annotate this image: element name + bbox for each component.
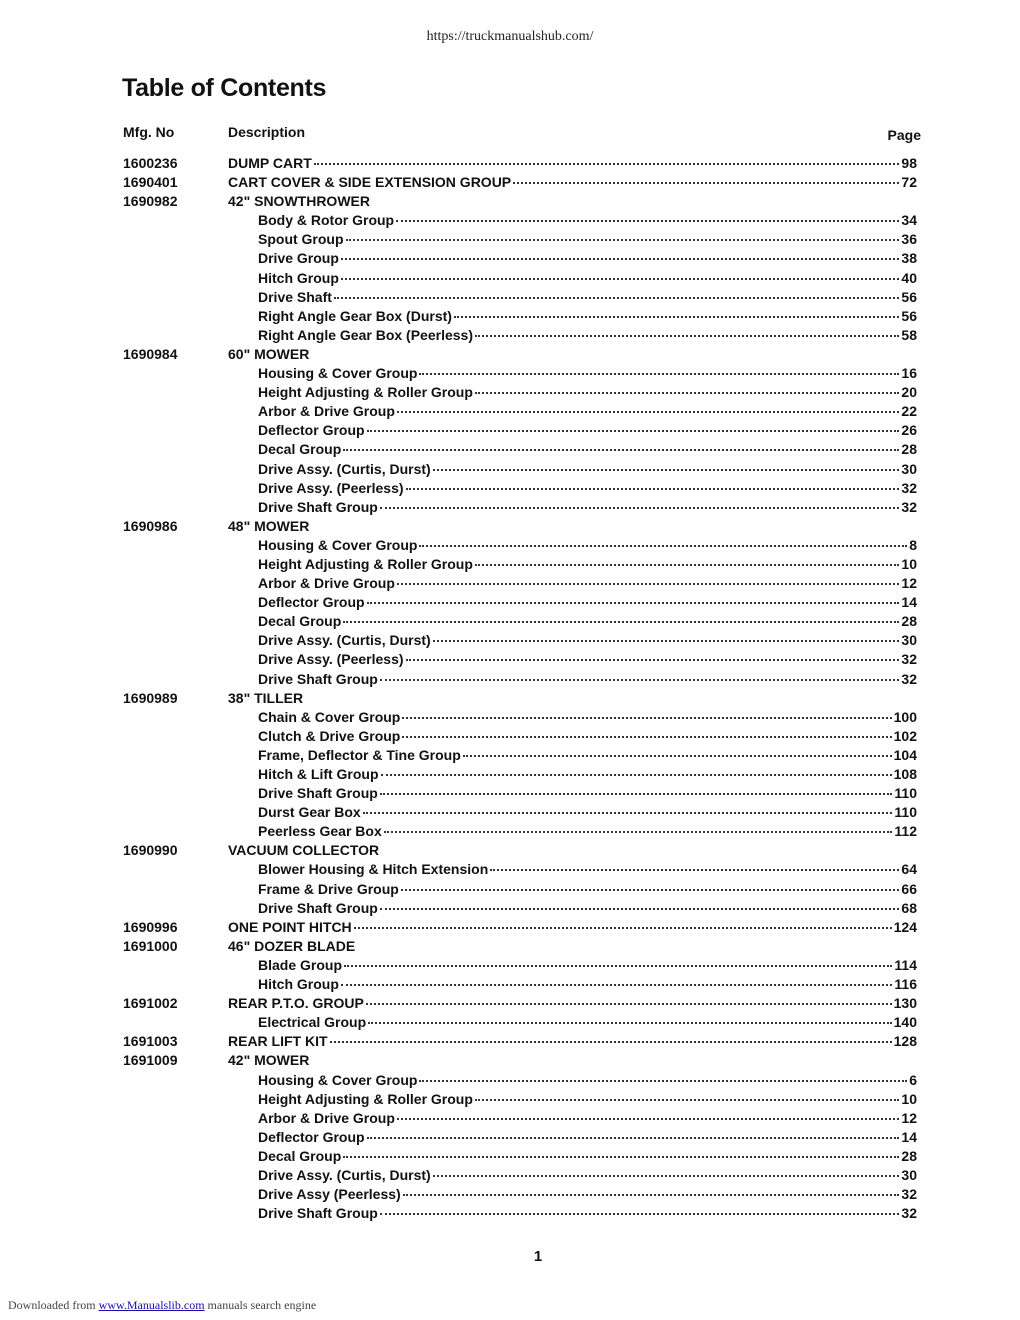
toc-sub-entry — [258, 1090, 917, 1109]
toc-sub-entry — [258, 1071, 917, 1090]
toc-sub-entry — [258, 230, 917, 249]
toc-sub-entry — [258, 249, 917, 268]
dot-leader — [380, 908, 900, 910]
entry-description: REAR LIFT KIT — [228, 1033, 328, 1050]
toc-sub-entry — [258, 1109, 917, 1128]
entry-description: Height Adjusting & Roller Group — [258, 384, 473, 401]
table-row — [0, 994, 1020, 1013]
entry-page-number: 30 — [901, 1166, 917, 1183]
table-row — [0, 479, 1020, 498]
table-row — [0, 670, 1020, 689]
entry-description: Decal Group — [258, 441, 342, 458]
table-row — [0, 211, 1020, 230]
entry-description: Drive Shaft Group — [258, 498, 378, 515]
toc-sub-entry — [258, 1013, 917, 1032]
dot-leader — [344, 965, 892, 967]
table-row — [0, 880, 1020, 899]
toc-sub-entry — [258, 364, 917, 383]
entry-page-number: 32 — [901, 479, 917, 496]
entry-page-number: 36 — [901, 231, 917, 248]
table-row — [0, 822, 1020, 841]
toc-entry — [228, 937, 355, 956]
entry-description: Deflector Group — [258, 594, 365, 611]
table-row — [0, 1013, 1020, 1032]
entry-page-number: 128 — [893, 1033, 917, 1050]
toc-entry — [228, 1032, 917, 1051]
dot-leader — [363, 812, 893, 814]
toc-sub-entry — [258, 402, 917, 421]
table-row — [0, 154, 1020, 173]
entry-page-number: 16 — [901, 365, 917, 382]
entry-description: VACUUM COLLECTOR — [228, 842, 380, 859]
dot-leader — [343, 1156, 899, 1158]
dot-leader — [490, 869, 899, 871]
entry-page-number: 34 — [901, 212, 917, 229]
dot-leader — [475, 392, 900, 394]
entry-page-number: 28 — [901, 613, 917, 630]
toc-sub-entry — [258, 288, 917, 307]
table-row — [0, 593, 1020, 612]
entry-description: Blower Housing & Hitch Extension — [258, 861, 489, 878]
mfg-number: 1690982 — [123, 193, 178, 210]
entry-page-number: 28 — [901, 1147, 917, 1164]
dot-leader — [334, 297, 900, 299]
entry-description: Drive Assy. (Curtis, Durst) — [258, 460, 431, 477]
entry-page-number: 40 — [901, 269, 917, 286]
dot-leader — [433, 469, 900, 471]
dot-leader — [401, 889, 900, 891]
entry-description: CART COVER & SIDE EXTENSION GROUP — [228, 174, 512, 191]
mfg-number: 1691000 — [123, 937, 178, 954]
toc-sub-entry — [258, 1185, 917, 1204]
column-header-description: Description — [228, 124, 306, 140]
toc-sub-entry — [258, 746, 917, 765]
toc-sub-entry — [258, 650, 917, 669]
entry-description: Clutch & Drive Group — [258, 727, 401, 744]
dot-leader — [380, 679, 900, 681]
toc-sub-entry — [258, 708, 917, 727]
entry-description: REAR P.T.O. GROUP — [228, 995, 364, 1012]
table-row — [0, 1051, 1020, 1070]
toc-sub-entry — [258, 498, 917, 517]
entry-description: Height Adjusting & Roller Group — [258, 555, 473, 572]
entry-description: Drive Shaft — [258, 288, 332, 305]
entry-description: Decal Group — [258, 613, 342, 630]
toc-sub-entry — [258, 670, 917, 689]
toc-sub-entry — [258, 765, 917, 784]
toc-entry — [228, 192, 370, 211]
entry-page-number: 38 — [901, 250, 917, 267]
entry-page-number: 64 — [901, 861, 917, 878]
entry-description: Arbor & Drive Group — [258, 403, 395, 420]
entry-description: 38" TILLER — [228, 689, 304, 706]
dot-leader — [341, 278, 900, 280]
entry-description: Hitch Group — [258, 269, 339, 286]
dot-leader — [454, 316, 899, 318]
toc-sub-entry — [258, 975, 917, 994]
entry-description: Deflector Group — [258, 1128, 365, 1145]
entry-description: Drive Shaft Group — [258, 670, 378, 687]
table-row — [0, 249, 1020, 268]
dot-leader — [403, 1194, 900, 1196]
entry-description: Drive Group — [258, 250, 339, 267]
entry-description: Right Angle Gear Box (Durst) — [258, 307, 452, 324]
table-row — [0, 956, 1020, 975]
toc-sub-entry — [258, 631, 917, 650]
entry-page-number: 22 — [901, 403, 917, 420]
toc-entry — [228, 154, 917, 173]
toc-entry — [228, 841, 379, 860]
entry-page-number: 10 — [901, 555, 917, 572]
dot-leader — [381, 774, 892, 776]
dot-leader — [433, 1175, 900, 1177]
table-row — [0, 440, 1020, 459]
dot-leader — [367, 1137, 900, 1139]
entry-description: Housing & Cover Group — [258, 365, 418, 382]
entry-page-number: 102 — [893, 727, 917, 744]
dot-leader — [406, 659, 900, 661]
entry-description: Blade Group — [258, 956, 343, 973]
entry-page-number: 14 — [901, 594, 917, 611]
entry-description: Drive Shaft Group — [258, 899, 378, 916]
dot-leader — [397, 1118, 900, 1120]
dot-leader — [367, 602, 900, 604]
dot-leader — [419, 545, 907, 547]
toc-sub-entry — [258, 479, 917, 498]
dot-leader — [366, 1003, 892, 1005]
table-row — [0, 1204, 1020, 1223]
dot-leader — [419, 1080, 907, 1082]
download-footer — [8, 1298, 316, 1313]
table-row — [0, 803, 1020, 822]
entry-description: Decal Group — [258, 1147, 342, 1164]
dot-leader — [463, 755, 892, 757]
toc-sub-entry — [258, 727, 917, 746]
entry-description: 46" DOZER BLADE — [228, 937, 356, 954]
mfg-number: 1690996 — [123, 918, 178, 935]
entry-description: Frame & Drive Group — [258, 880, 399, 897]
entry-description: Drive Assy. (Peerless) — [258, 479, 404, 496]
entry-page-number: 6 — [909, 1071, 917, 1088]
toc-sub-entry — [258, 612, 917, 631]
table-row — [0, 288, 1020, 307]
dot-leader — [396, 220, 899, 222]
table-row — [0, 612, 1020, 631]
mfg-number: 1690401 — [123, 174, 178, 191]
entry-page-number: 66 — [901, 880, 917, 897]
table-row — [0, 498, 1020, 517]
entry-description: Drive Shaft Group — [258, 785, 378, 802]
entry-description: Hitch & Lift Group — [258, 766, 379, 782]
entry-description: Housing & Cover Group — [258, 1071, 418, 1088]
mfg-number: 1690984 — [123, 345, 178, 362]
dot-leader — [343, 449, 899, 451]
dot-leader — [419, 373, 899, 375]
toc-sub-entry — [258, 269, 917, 288]
table-row — [0, 784, 1020, 803]
table-row — [0, 402, 1020, 421]
table-row — [0, 650, 1020, 669]
entry-page-number: 20 — [901, 384, 917, 401]
table-row — [0, 173, 1020, 192]
entry-page-number: 108 — [893, 766, 917, 782]
toc-sub-entry — [258, 593, 917, 612]
table-row — [0, 860, 1020, 879]
entry-description: Peerless Gear Box — [258, 823, 382, 840]
toc-sub-entry — [258, 899, 917, 918]
toc-sub-entry — [258, 536, 917, 555]
entry-description: Arbor & Drive Group — [258, 575, 395, 592]
table-row — [0, 1166, 1020, 1185]
toc-sub-entry — [258, 880, 917, 899]
toc-sub-entry — [258, 822, 917, 841]
toc-sub-entry — [258, 440, 917, 459]
entry-page-number: 140 — [893, 1014, 917, 1031]
entry-description: Drive Assy. (Curtis, Durst) — [258, 632, 431, 649]
toc-entry — [228, 173, 917, 192]
table-row — [0, 230, 1020, 249]
mfg-number: 1691003 — [123, 1033, 178, 1050]
toc-sub-entry — [258, 1204, 917, 1223]
toc-sub-entry — [258, 574, 917, 593]
table-row — [0, 708, 1020, 727]
entry-description: 42" SNOWTHROWER — [228, 193, 370, 210]
manualslib-link[interactable]: www.Manualslib.com — [98, 1298, 205, 1312]
dot-leader — [380, 793, 893, 795]
entry-description: Durst Gear Box — [258, 804, 361, 821]
entry-page-number: 124 — [893, 918, 917, 935]
entry-description: Height Adjusting & Roller Group — [258, 1090, 473, 1107]
entry-page-number: 30 — [901, 632, 917, 649]
entry-page-number: 56 — [901, 288, 917, 305]
entry-page-number: 100 — [893, 708, 917, 725]
toc-sub-entry — [258, 460, 917, 479]
table-row — [0, 574, 1020, 593]
entry-page-number: 32 — [901, 651, 917, 668]
entry-page-number: 32 — [901, 1205, 917, 1222]
toc-sub-entry — [258, 421, 917, 440]
table-row — [0, 1147, 1020, 1166]
table-row — [0, 307, 1020, 326]
table-row — [0, 1090, 1020, 1109]
table-row — [0, 727, 1020, 746]
entry-page-number: 12 — [901, 1109, 917, 1126]
toc-sub-entry — [258, 383, 917, 402]
toc-sub-entry — [258, 1147, 917, 1166]
entry-description: Arbor & Drive Group — [258, 1109, 395, 1126]
entry-page-number: 30 — [901, 460, 917, 477]
table-row — [0, 631, 1020, 650]
toc-sub-entry — [258, 784, 917, 803]
page-number: 1 — [533, 1248, 543, 1265]
mfg-number: 1690986 — [123, 517, 178, 534]
dot-leader — [475, 1099, 900, 1101]
column-header-mfg-no: Mfg. No — [123, 124, 175, 140]
toc-sub-entry — [258, 211, 917, 230]
entry-description: Drive Assy. (Curtis, Durst) — [258, 1166, 431, 1183]
entry-page-number: 130 — [893, 995, 917, 1012]
dot-leader — [433, 640, 900, 642]
entry-description: Housing & Cover Group — [258, 536, 418, 553]
toc-entry — [228, 689, 303, 708]
entry-page-number: 32 — [901, 498, 917, 515]
entry-page-number: 32 — [901, 1186, 917, 1203]
table-row — [0, 326, 1020, 345]
mfg-number: 1691002 — [123, 995, 178, 1012]
entry-page-number: 12 — [901, 575, 917, 592]
entry-description: Drive Assy (Peerless) — [258, 1186, 401, 1203]
entry-page-number: 14 — [901, 1128, 917, 1145]
dot-leader — [368, 1022, 891, 1024]
table-row — [0, 269, 1020, 288]
toc-sub-entry — [258, 555, 917, 574]
entry-description: Right Angle Gear Box (Peerless) — [258, 326, 473, 343]
entry-description: Frame, Deflector & Tine Group — [258, 746, 461, 763]
table-row — [0, 841, 1020, 860]
entry-page-number: 114 — [894, 956, 917, 973]
entry-page-number: 72 — [901, 174, 917, 191]
entry-page-number: 56 — [901, 307, 917, 324]
entry-page-number: 110 — [894, 804, 917, 821]
table-of-contents-list — [0, 154, 1020, 1223]
entry-description: Electrical Group — [258, 1014, 367, 1031]
dot-leader — [354, 927, 892, 929]
mfg-number: 1691009 — [123, 1052, 178, 1069]
table-row — [0, 345, 1020, 364]
dot-leader — [346, 239, 900, 241]
mfg-number: 1690989 — [123, 689, 178, 706]
entry-page-number: 116 — [894, 976, 917, 993]
dot-leader — [402, 717, 891, 719]
entry-description: Chain & Cover Group — [258, 708, 401, 725]
dot-leader — [314, 163, 900, 165]
entry-description: Drive Shaft Group — [258, 1205, 378, 1222]
entry-description: Drive Assy. (Peerless) — [258, 651, 404, 668]
table-row — [0, 689, 1020, 708]
entry-page-number: 104 — [893, 746, 917, 763]
toc-sub-entry — [258, 956, 917, 975]
entry-description: ONE POINT HITCH — [228, 918, 352, 935]
table-row — [0, 555, 1020, 574]
entry-page-number: 28 — [901, 441, 917, 458]
dot-leader — [513, 182, 899, 184]
dot-leader — [330, 1041, 892, 1043]
table-row — [0, 192, 1020, 211]
toc-entry — [228, 918, 917, 937]
table-row — [0, 517, 1020, 536]
entry-page-number: 26 — [901, 422, 917, 439]
table-row — [0, 536, 1020, 555]
mfg-number: 1690990 — [123, 842, 178, 859]
entry-description: 60" MOWER — [228, 345, 310, 362]
dot-leader — [475, 335, 899, 337]
entry-description: 42" MOWER — [228, 1052, 310, 1069]
table-row — [0, 975, 1020, 994]
toc-sub-entry — [258, 803, 917, 822]
entry-description: Hitch Group — [258, 976, 339, 993]
entry-page-number: 32 — [901, 670, 917, 687]
dot-leader — [380, 1213, 900, 1215]
dot-leader — [367, 430, 900, 432]
table-row — [0, 918, 1020, 937]
toc-entry — [228, 994, 917, 1013]
dot-leader — [475, 564, 900, 566]
table-row — [0, 937, 1020, 956]
dot-leader — [341, 258, 900, 260]
entry-page-number: 112 — [894, 823, 917, 840]
dot-leader — [380, 507, 900, 509]
entry-page-number: 58 — [901, 326, 917, 343]
table-row — [0, 765, 1020, 784]
column-header-page: Page — [887, 127, 921, 143]
table-row — [0, 421, 1020, 440]
table-row — [0, 1032, 1020, 1051]
table-row — [0, 1071, 1020, 1090]
footer-prefix: Downloaded from — [8, 1298, 96, 1312]
dot-leader — [397, 583, 900, 585]
table-row — [0, 383, 1020, 402]
table-row — [0, 1128, 1020, 1147]
entry-description: 48" MOWER — [228, 517, 310, 534]
table-row — [0, 899, 1020, 918]
toc-entry — [228, 517, 309, 536]
entry-page-number: 10 — [901, 1090, 917, 1107]
toc-sub-entry — [258, 326, 917, 345]
toc-sub-entry — [258, 1128, 917, 1147]
mfg-number: 1600236 — [123, 155, 178, 171]
entry-description: DUMP CART — [228, 155, 312, 171]
entry-description: Spout Group — [258, 231, 344, 248]
table-row — [0, 746, 1020, 765]
toc-sub-entry — [258, 1166, 917, 1185]
toc-entry — [228, 345, 309, 364]
dot-leader — [397, 411, 900, 413]
table-row — [0, 1109, 1020, 1128]
entry-page-number: 98 — [901, 155, 917, 171]
dot-leader — [402, 736, 891, 738]
dot-leader — [384, 831, 893, 833]
entry-page-number: 68 — [901, 899, 917, 916]
entry-description: Deflector Group — [258, 422, 365, 439]
entry-page-number: 8 — [909, 536, 917, 553]
dot-leader — [406, 488, 900, 490]
dot-leader — [341, 984, 893, 986]
page-title: Table of Contents — [122, 74, 327, 102]
footer-suffix: manuals search engine — [207, 1298, 317, 1312]
table-row — [0, 364, 1020, 383]
source-url: https://truckmanualshub.com/ — [426, 29, 594, 44]
entry-page-number: 110 — [894, 785, 917, 802]
entry-description: Body & Rotor Group — [258, 212, 395, 229]
dot-leader — [343, 621, 899, 623]
table-row — [0, 460, 1020, 479]
toc-sub-entry — [258, 860, 917, 879]
toc-sub-entry — [258, 307, 917, 326]
table-row — [0, 1185, 1020, 1204]
toc-entry — [228, 1051, 309, 1070]
